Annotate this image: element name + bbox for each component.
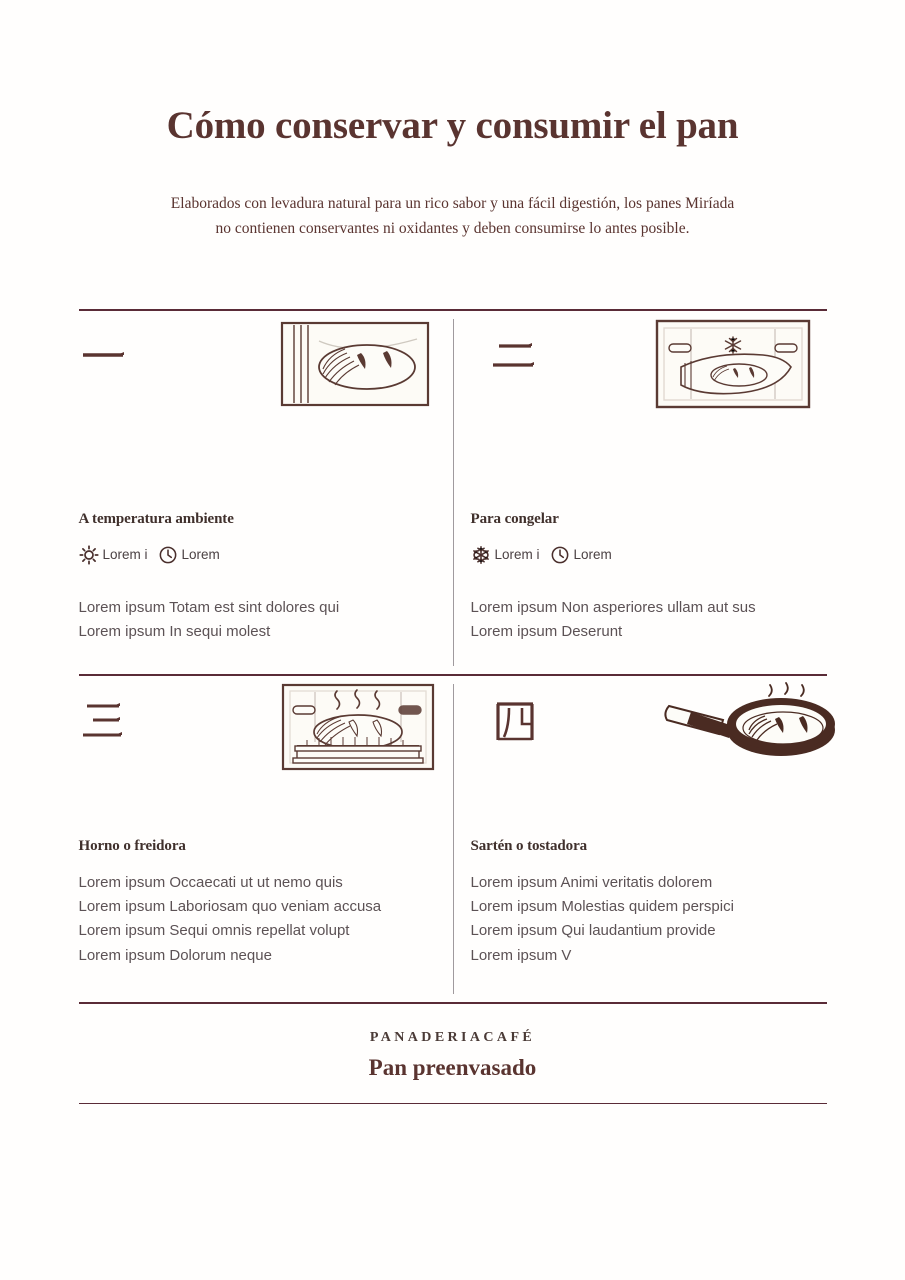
subtitle-line-2: no contienen conservantes ni oxidantes y deben consumirse lo antes posible. [215, 219, 690, 237]
card-heading: Horno o freidora [78, 837, 186, 854]
meta-label: Lorem i [102, 547, 148, 563]
card-horno-o-freidora [79, 676, 453, 1002]
meta-item-clock [550, 545, 612, 565]
clock-icon [158, 545, 178, 565]
meta-item-clock [158, 545, 220, 565]
body-line: Lorem ipsum V [470, 946, 572, 964]
card-body-lines [471, 871, 827, 968]
skillet-with-bread-illustration [661, 676, 837, 767]
body-line: Lorem ipsum In sequi molest [78, 622, 271, 640]
card-artwork-area [79, 676, 423, 826]
card-artwork-area [471, 311, 827, 487]
page-title: Cómo conservar y consumir el pan [166, 104, 739, 147]
body-line: Lorem ipsum Qui laudantium provide [470, 922, 716, 940]
card-body-lines [79, 871, 423, 968]
card-artwork-area [471, 676, 827, 826]
card-heading: Para congelar [470, 510, 559, 527]
header [0, 0, 905, 241]
card-meta-row [79, 544, 423, 566]
clock-icon [550, 545, 570, 565]
card-body-lines [79, 596, 423, 645]
card-artwork-area [79, 311, 423, 487]
cards-row-top [79, 311, 827, 675]
chinese-numeral-three [79, 694, 131, 746]
card-heading: Sartén o tostadora [470, 837, 588, 854]
divider-bottom [79, 1103, 827, 1105]
oven-with-bread-on-rack-illustration [281, 682, 435, 779]
snowflake-icon [471, 545, 491, 565]
body-line: Lorem ipsum Molestias quidem perspici [470, 898, 734, 916]
meta-label: Lorem i [494, 547, 540, 563]
card-sarten-o-tostadora [453, 676, 827, 1002]
sun-icon [79, 545, 99, 565]
bread-in-bag-illustration [279, 317, 431, 418]
body-line: Lorem ipsum Occaecati ut ut nemo quis [78, 873, 343, 891]
card-para-congelar [453, 311, 827, 675]
body-line: Lorem ipsum Animi veritatis dolorem [470, 873, 713, 891]
cards-row-bottom [79, 676, 827, 1002]
footer-tagline: Pan preenvasado [368, 1054, 537, 1080]
card-meta-row [471, 544, 827, 566]
body-line: Lorem ipsum Totam est sint dolores qui [78, 598, 340, 616]
meta-item-sun [79, 545, 148, 565]
chinese-numeral-four [489, 694, 541, 746]
card-heading: A temperatura ambiente [78, 510, 234, 527]
body-line: Lorem ipsum Dolorum neque [78, 946, 272, 964]
body-line: Lorem ipsum Deserunt [470, 622, 623, 640]
chinese-numeral-two [489, 329, 541, 381]
chinese-numeral-one [79, 329, 131, 381]
body-line: Lorem ipsum Non asperiores ullam aut sus [470, 598, 756, 616]
subtitle-line-1: Elaborados con levadura natural para un rico sabor y una fácil digestión, los panes Miríada [170, 194, 735, 212]
page-subtitle [113, 191, 793, 241]
body-line: Lorem ipsum Laboriosam quo veniam accusa [78, 898, 382, 916]
card-a-temperatura-ambiente [79, 311, 453, 675]
meta-label: Lorem [573, 547, 612, 563]
meta-item-snowflake [471, 545, 540, 565]
meta-label: Lorem [181, 547, 220, 563]
body-line: Lorem ipsum Sequi omnis repellat volupt [78, 922, 350, 940]
brand-name: PANADERIACAFÉ [369, 1029, 536, 1045]
footer [79, 1004, 827, 1103]
card-body-lines [471, 596, 827, 645]
freezer-with-wrapped-bread-illustration [655, 317, 811, 418]
